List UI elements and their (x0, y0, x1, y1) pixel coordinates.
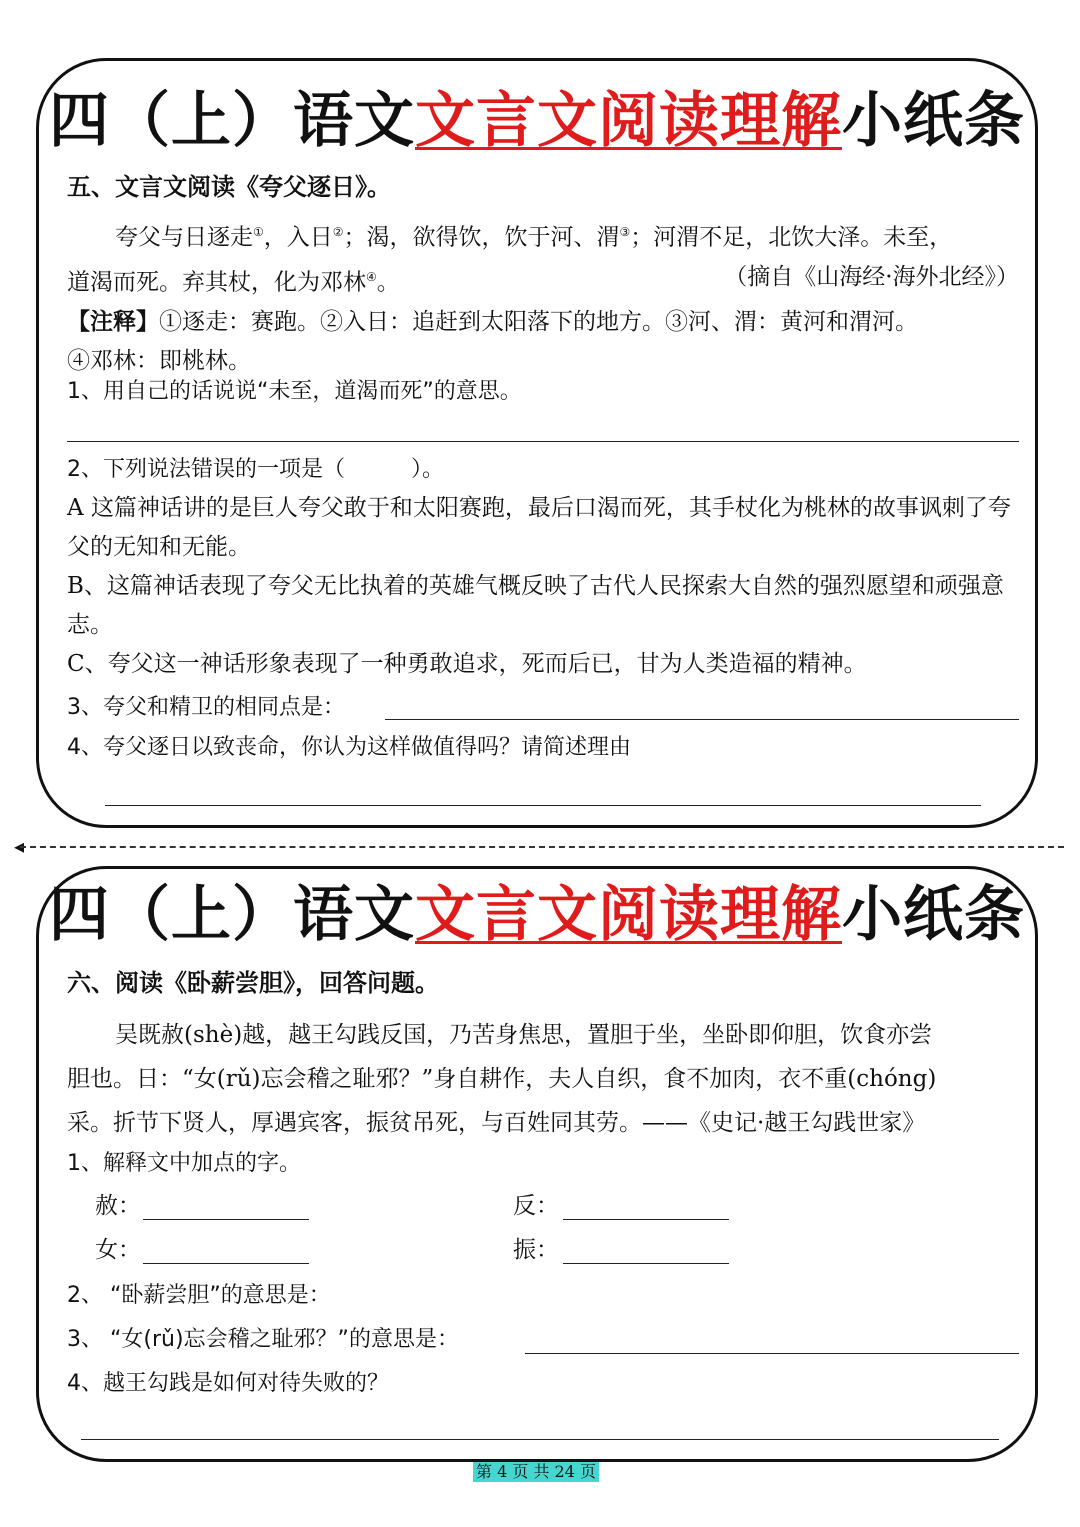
question-3: 3、夸父和精卫的相同点是： (67, 695, 345, 720)
fill-line-she[interactable] (143, 1219, 309, 1220)
fill-line-ru[interactable] (143, 1263, 309, 1264)
title-prefix: 四（上）语文 (49, 880, 415, 950)
title-prefix: 四（上）语文 (49, 86, 415, 156)
question-2: 2、下列说法错误的一项是（ ）。 (67, 457, 444, 482)
question-4: 4、夸父逐日以致丧命，你认为这样做值得吗？请简述理由 (67, 735, 631, 760)
question-2: 2、 “卧薪尝胆”的意思是： (67, 1283, 331, 1308)
scissors-arrow-icon: ◂ (14, 834, 25, 858)
question-1: 1、用自己的话说说“未至，道渴而死”的意思。 (67, 379, 522, 404)
fill-label-fan: 反： (513, 1193, 559, 1219)
fill-line-zhen[interactable] (563, 1263, 729, 1264)
question-4: 4、越王勾践是如何对待失败的？ (67, 1371, 389, 1396)
fill-line-fan[interactable] (563, 1219, 729, 1220)
answer-line-1[interactable] (67, 441, 1019, 442)
question-1: 1、解释文中加点的字。 (67, 1151, 301, 1176)
worksheet-card-1 (36, 58, 1038, 828)
option-c[interactable]: C、夸父这一神话形象表现了一种勇敢追求，死而后已，甘为人类造福的精神。 (67, 651, 867, 677)
answer-line-3[interactable] (385, 719, 1019, 720)
fill-label-she: 赦： (95, 1193, 141, 1219)
fill-label-ru: 女： (95, 1237, 141, 1263)
passage: 夸父与日逐走①，入日②；渴，欲得饮，饮于河、渭③；河渭不足，北饮大泽。未至， 道渴而死。弃其杖，化为邓林④。 （摘自《山海经·海外北经》） 【注释】①逐走：赛跑。②入日：追赶到太阳落下的地方。③河、渭：黄河和渭河。 ④邓林：即桃林。 (67, 224, 1019, 375)
passage: 吴既赦(shè)越，越王勾践反国，乃苦身焦思，置胆于坐，坐卧即仰胆，饮食亦尝 胆也。日：“女(rǔ)忘会稽之耻邪？”身自耕作，夫人自织，食不加肉，衣不重(chóng) 采。折节下贤人，厚遇宾客，振贫吊死，与百姓同其劳。——《史记·越王勾践世家》 (67, 1022, 937, 1136)
answer-line-3[interactable] (525, 1353, 1019, 1354)
section-heading: 五、文言文阅读《夸父逐日》。 (67, 173, 391, 201)
title-highlight: 文言文阅读理解 (415, 86, 842, 156)
question-3: 3、 “女(rǔ)忘会稽之耻邪？”的意思是： (67, 1327, 459, 1352)
cut-line (20, 846, 1064, 848)
option-b[interactable]: B、这篇神话表现了夸父无比执着的英雄气概反映了古代人民探索大自然的强烈愿望和顽强意志。 (67, 573, 1004, 638)
title-highlight: 文言文阅读理解 (415, 880, 842, 950)
answer-line-4[interactable] (105, 805, 981, 806)
answer-line-4[interactable] (81, 1439, 999, 1440)
option-a[interactable]: A 这篇神话讲的是巨人夸父敢于和太阳赛跑，最后口渴而死，其手杖化为桃林的故事讽刺了夸父的无知和无能。 (67, 495, 1011, 560)
card-title (39, 86, 1035, 156)
title-suffix: 小纸条 (842, 86, 1025, 156)
title-suffix: 小纸条 (842, 880, 1025, 950)
page-footer: 第 4 页 共 24 页 (473, 1462, 599, 1482)
card-title (39, 880, 1035, 950)
passage-source: （摘自《山海经·海外北经》） (724, 263, 1019, 290)
question-2-options (67, 489, 1019, 684)
section-heading: 六、阅读《卧薪尝胆》，回答问题。 (67, 969, 439, 997)
worksheet-card-2 (36, 866, 1038, 1462)
fill-label-zhen: 振： (513, 1237, 559, 1263)
